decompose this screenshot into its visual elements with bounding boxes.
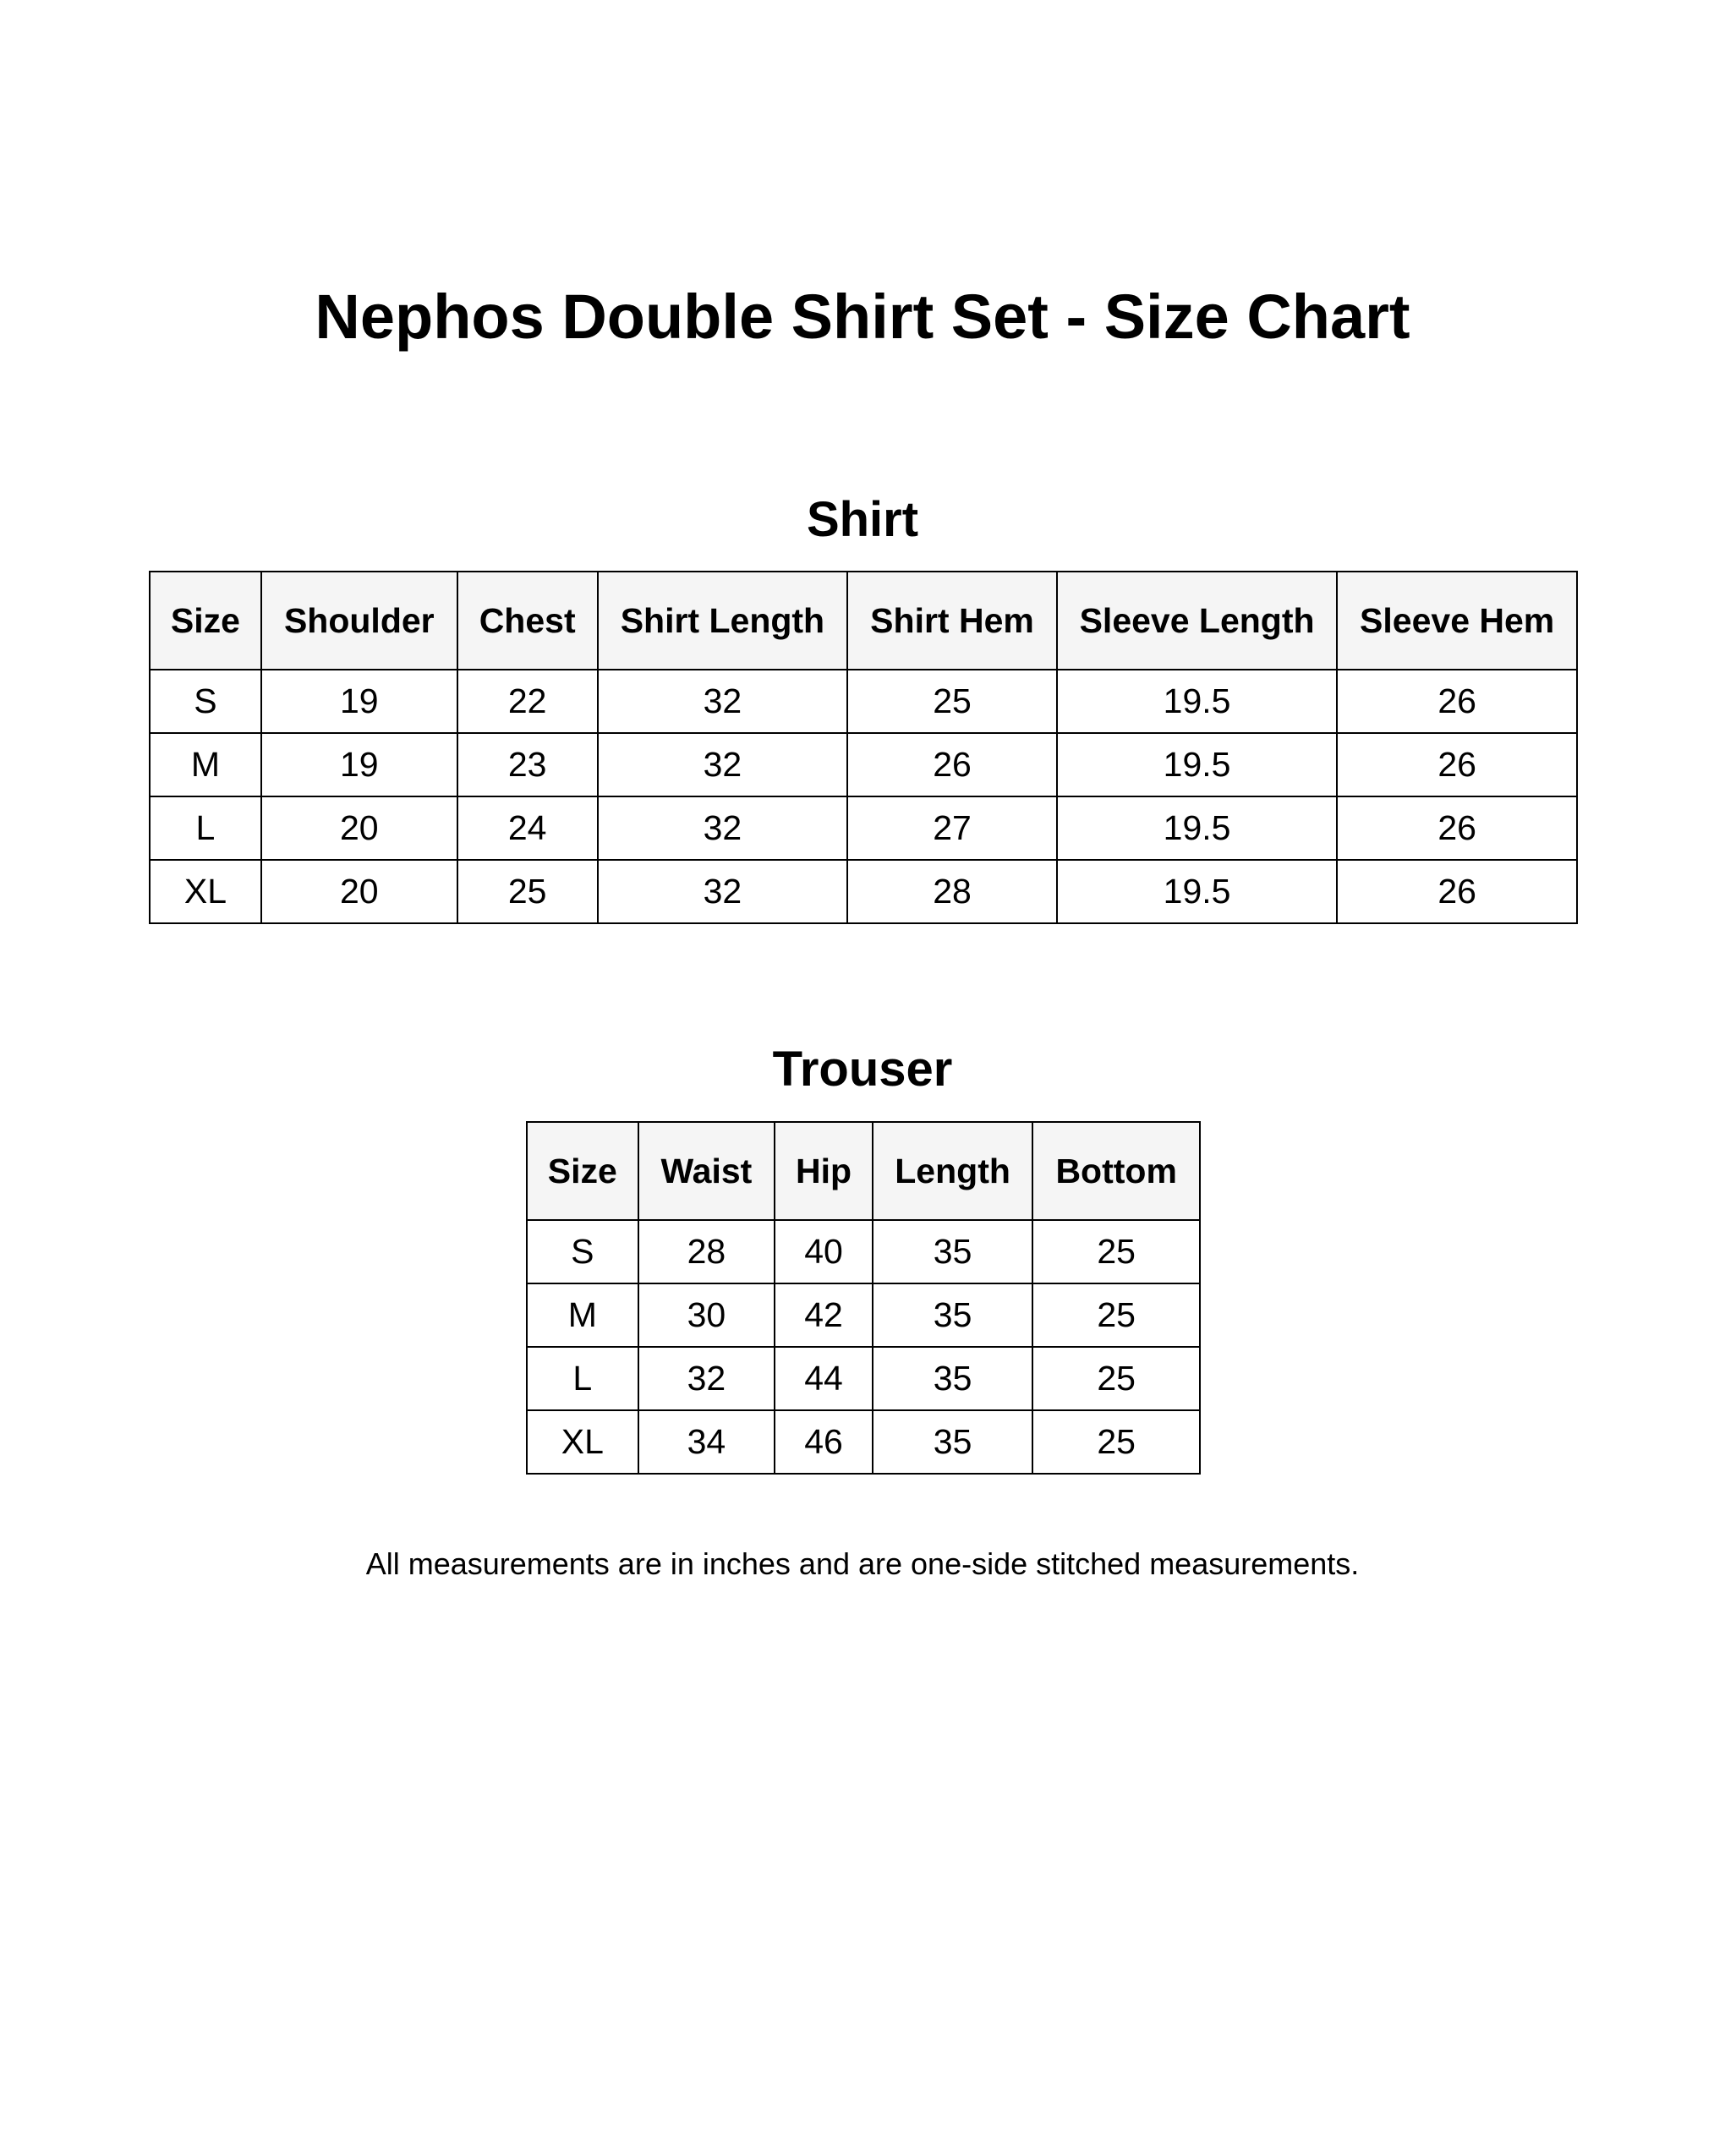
table-cell: 26 bbox=[847, 733, 1057, 796]
table-cell: 19.5 bbox=[1057, 670, 1338, 733]
table-cell: 32 bbox=[638, 1347, 775, 1410]
table-cell: 20 bbox=[261, 860, 457, 923]
table-cell: 19.5 bbox=[1057, 733, 1338, 796]
table-row bbox=[150, 733, 1577, 796]
table-row bbox=[527, 1410, 1200, 1474]
table-row bbox=[527, 1347, 1200, 1410]
table-cell: 32 bbox=[598, 796, 848, 860]
table-cell: 27 bbox=[847, 796, 1057, 860]
table-row bbox=[527, 1220, 1200, 1283]
table-cell: 32 bbox=[598, 670, 848, 733]
table-cell: 44 bbox=[775, 1347, 873, 1410]
trouser-size-table bbox=[526, 1121, 1201, 1475]
table-cell: 42 bbox=[775, 1283, 873, 1347]
table-cell: 40 bbox=[775, 1220, 873, 1283]
column-header-hip: Hip bbox=[775, 1122, 873, 1220]
table-cell: 24 bbox=[457, 796, 598, 860]
table-cell: M bbox=[150, 733, 261, 796]
table-cell: 26 bbox=[1337, 670, 1577, 733]
table-cell: 25 bbox=[847, 670, 1057, 733]
table-cell: 23 bbox=[457, 733, 598, 796]
table-cell: S bbox=[527, 1220, 638, 1283]
column-header-chest: Chest bbox=[457, 572, 598, 670]
shirt-size-table bbox=[149, 571, 1578, 924]
measurement-footnote: All measurements are in inches and are one-side stitched measurements. bbox=[365, 1546, 1360, 1581]
table-row bbox=[150, 670, 1577, 733]
column-header-length: Length bbox=[873, 1122, 1033, 1220]
table-cell: 30 bbox=[638, 1283, 775, 1347]
table-cell: M bbox=[527, 1283, 638, 1347]
table-cell: 25 bbox=[457, 860, 598, 923]
table-cell: 35 bbox=[873, 1283, 1033, 1347]
table-cell: 28 bbox=[847, 860, 1057, 923]
column-header-size: Size bbox=[150, 572, 261, 670]
table-cell: 46 bbox=[775, 1410, 873, 1474]
table-cell: XL bbox=[150, 860, 261, 923]
trouser-section-title: Trouser bbox=[772, 1042, 953, 1097]
page-title: Nephos Double Shirt Set - Size Chart bbox=[315, 282, 1410, 352]
table-cell: 20 bbox=[261, 796, 457, 860]
table-header-row bbox=[150, 572, 1577, 670]
table-cell: 35 bbox=[873, 1410, 1033, 1474]
table-cell: 26 bbox=[1337, 733, 1577, 796]
table-cell: 32 bbox=[598, 860, 848, 923]
column-header-sleeve-length: Sleeve Length bbox=[1057, 572, 1338, 670]
table-header-row bbox=[527, 1122, 1200, 1220]
table-row bbox=[527, 1283, 1200, 1347]
table-cell: 26 bbox=[1337, 860, 1577, 923]
column-header-size: Size bbox=[527, 1122, 638, 1220]
table-cell: 19 bbox=[261, 733, 457, 796]
table-cell: 19.5 bbox=[1057, 796, 1338, 860]
table-cell: L bbox=[527, 1347, 638, 1410]
table-cell: S bbox=[150, 670, 261, 733]
table-cell: 35 bbox=[873, 1220, 1033, 1283]
table-cell: 25 bbox=[1032, 1220, 1200, 1283]
table-cell: 28 bbox=[638, 1220, 775, 1283]
column-header-waist: Waist bbox=[638, 1122, 775, 1220]
table-cell: L bbox=[150, 796, 261, 860]
table-cell: 26 bbox=[1337, 796, 1577, 860]
table-cell: 25 bbox=[1032, 1283, 1200, 1347]
table-cell: 22 bbox=[457, 670, 598, 733]
table-cell: XL bbox=[527, 1410, 638, 1474]
table-cell: 25 bbox=[1032, 1410, 1200, 1474]
column-header-shirt-hem: Shirt Hem bbox=[847, 572, 1057, 670]
table-cell: 34 bbox=[638, 1410, 775, 1474]
column-header-shirt-length: Shirt Length bbox=[598, 572, 848, 670]
column-header-shoulder: Shoulder bbox=[261, 572, 457, 670]
table-cell: 19 bbox=[261, 670, 457, 733]
table-row bbox=[150, 796, 1577, 860]
table-row bbox=[150, 860, 1577, 923]
shirt-section-title: Shirt bbox=[806, 492, 919, 547]
table-cell: 19.5 bbox=[1057, 860, 1338, 923]
table-cell: 25 bbox=[1032, 1347, 1200, 1410]
column-header-sleeve-hem: Sleeve Hem bbox=[1337, 572, 1577, 670]
table-cell: 35 bbox=[873, 1347, 1033, 1410]
table-cell: 32 bbox=[598, 733, 848, 796]
column-header-bottom: Bottom bbox=[1032, 1122, 1200, 1220]
